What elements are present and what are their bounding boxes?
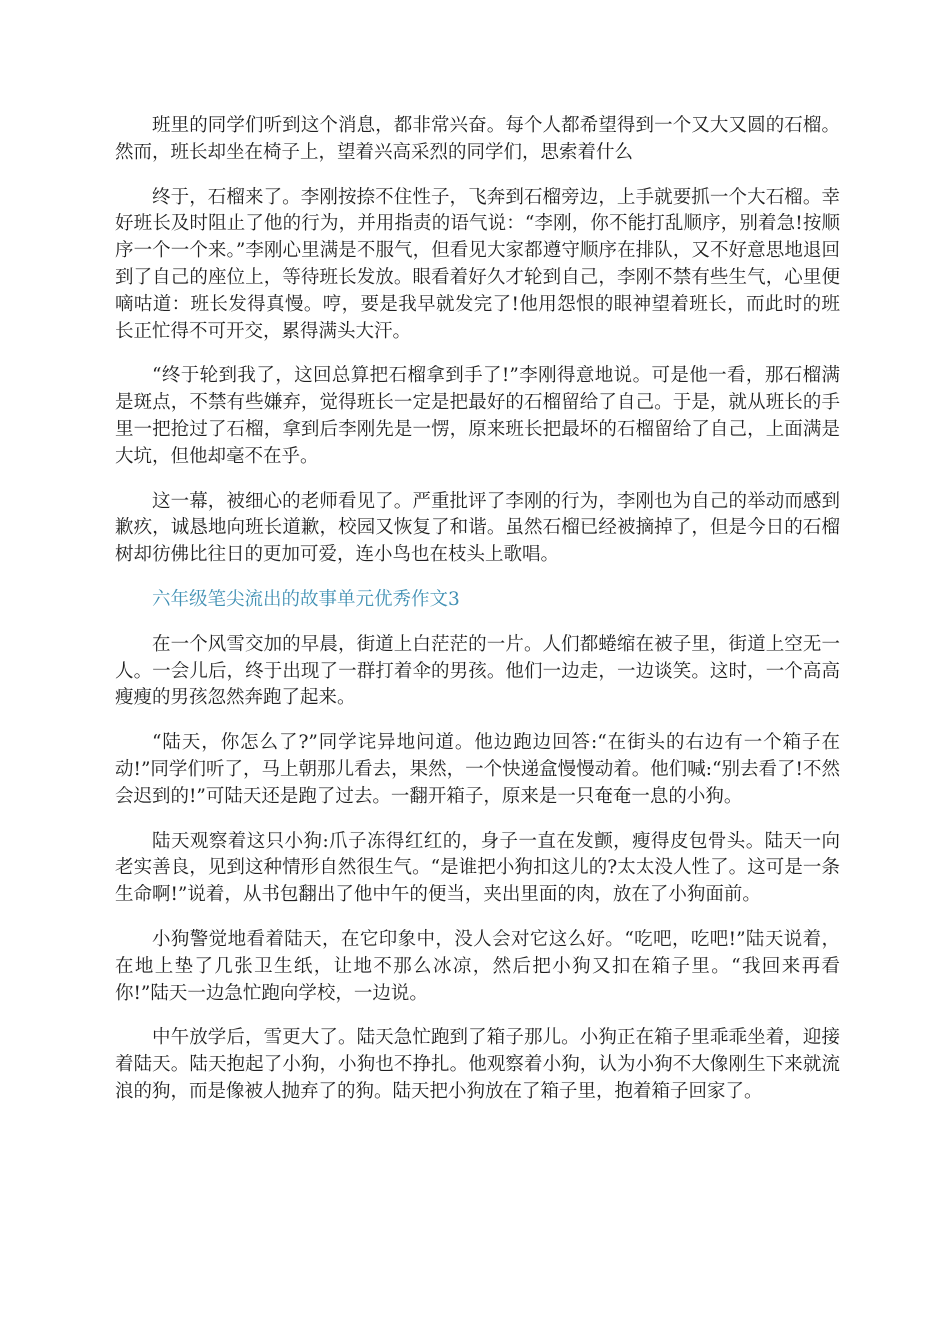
- paragraph-pomegranate-news: 班里的同学们听到这个消息，都非常兴奋。每个人都希望得到一个又大又圆的石榴。然而，班长却坐在椅子上，望着兴高采烈的同学们，思索着什么: [115, 115, 840, 163]
- paragraph-pomegranate-arrival: 终于，石榴来了。李刚按捺不住性子，飞奔到石榴旁边，上手就要抓一个大石榴。幸好班长及时阻止了他的行为，并用指责的语气说：“李刚，你不能打乱顺序，别着急!按顺序一个一个来。”李刚心里满是不服气，但看见大家都遵守顺序在排队，又不好意思地退回到了自己的座位上，等待班长发放。眼看着好久才轮到自己，李刚不禁有些生气，心里便嘀咕道：班长发得真慢。哼，要是我早就发完了!他用怨恨的眼神望着班长，而此时的班长正忙得不可开交，累得满头大汗。: [115, 186, 840, 342]
- paragraph-observe-puppy: 陆天观察着这只小狗:爪子冻得红红的，身子一直在发颤，瘦得皮包骨头。陆天一向老实善良，见到这种情形自然很生气。“是谁把小狗扣这儿的?太太没人性了。这可是一条生命啊!”说着，从书包翻出了他中午的便当，夹出里面的肉，放在了小狗面前。: [115, 830, 840, 906]
- essay-heading: 六年级笔尖流出的故事单元优秀作文3: [152, 588, 460, 610]
- paragraph-box-moving: “陆天，你怎么了?”同学诧异地问道。他边跑边回答:“在街头的右边有一个箱子在动!”同学们听了，马上朝那儿看去，果然，一个快递盒慢慢动着。他们喊:“别去看了!不然会迟到的!”可陆天还是跑了过去。一翻开箱子，原来是一只奄奄一息的小狗。: [115, 732, 840, 807]
- paragraph-puppy-alert: 小狗警觉地看着陆天，在它印象中，没人会对它这么好。“吃吧，吃吧!”陆天说着，在地上垫了几张卫生纸，让地不那么冰凉，然后把小狗又扣在箱子里。“我回来再看你!”陆天一边急忙跑向学校，一边说。: [115, 928, 840, 1004]
- paragraph-noon-after-school: 中午放学后，雪更大了。陆天急忙跑到了箱子那儿。小狗正在箱子里乖乖坐着，迎接着陆天。陆天抱起了小狗，小狗也不挣扎。他观察着小狗，认为小狗不大像刚生下来就流浪的狗，而是像被人抛弃了的狗。陆天把小狗放在了箱子里，抱着箱子回家了。: [115, 1027, 840, 1102]
- document-body: [115, 113, 840, 1124]
- paragraph-snowy-morning: 在一个风雪交加的早晨，街道上白茫茫的一片。人们都蜷缩在被子里，街道上空无一人。一会儿后，终于出现了一群打着伞的男孩。他们一边走，一边谈笑。这时，一个高高瘦瘦的男孩忽然奔跑了起来。: [115, 633, 840, 709]
- paragraph-li-gang-turn: “终于轮到我了，这回总算把石榴拿到手了!”李刚得意地说。可是他一看，那石榴满是斑点，不禁有些嫌弃，觉得班长一定是把最好的石榴留给了自己。于是，就从班长的手里一把抢过了石榴，拿到后李刚先是一愣，原来班长把最坏的石榴留给了自己，上面满是大坑，但他却毫不在乎。: [115, 365, 840, 467]
- paragraph-teacher-saw: 这一幕，被细心的老师看见了。严重批评了李刚的行为，李刚也为自己的举动而感到歉疚，诚恳地向班长道歉，校园又恢复了和谐。虽然石榴已经被摘掉了，但是今日的石榴树却彷佛比往日的更加可爱，连小鸟也在枝头上歌唱。: [115, 490, 840, 566]
